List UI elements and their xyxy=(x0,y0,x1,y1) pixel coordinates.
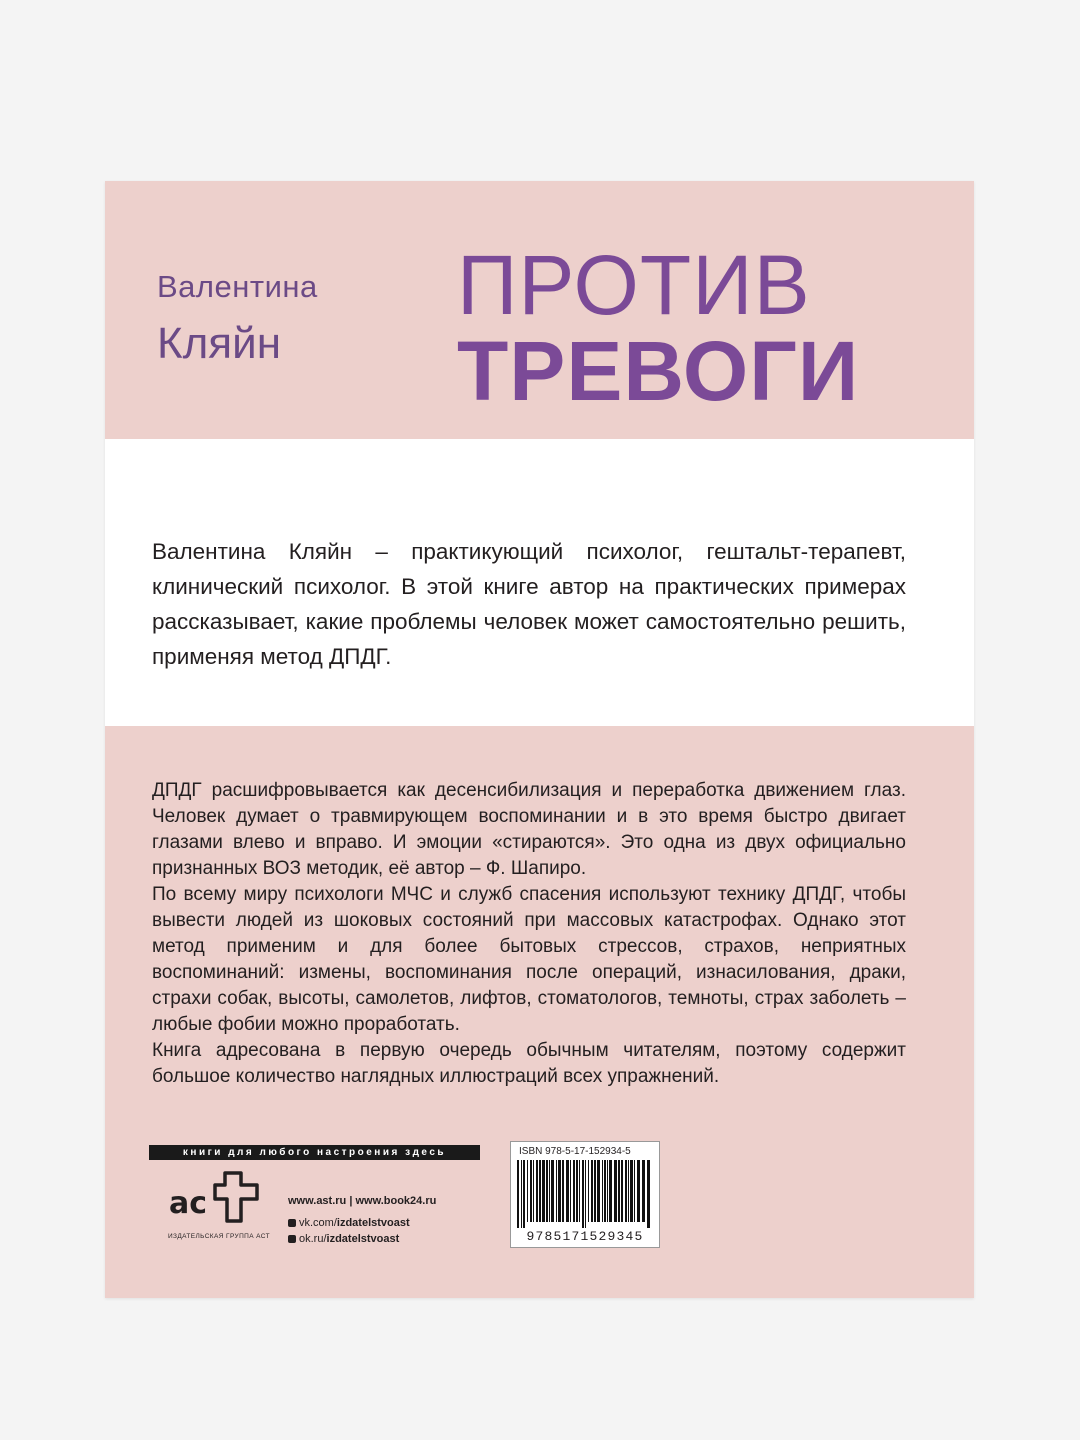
book-title-line1: ПРОТИВ xyxy=(457,238,811,332)
barcode-bar xyxy=(594,1160,596,1222)
barcode-bar xyxy=(562,1160,564,1222)
vk-link xyxy=(288,1215,436,1231)
barcode-bar xyxy=(630,1160,633,1222)
ok-prefix: ok.ru/ xyxy=(299,1233,327,1245)
barcode-bar xyxy=(551,1160,554,1222)
barcode-bar xyxy=(579,1160,580,1222)
ok-link xyxy=(288,1231,436,1247)
barcode-bar xyxy=(591,1160,593,1222)
website-links xyxy=(288,1193,436,1209)
barcode-bar xyxy=(566,1160,569,1222)
barcode-bar xyxy=(602,1160,603,1222)
ast-logo xyxy=(167,1169,277,1225)
book-back-cover xyxy=(105,181,974,1298)
barcode xyxy=(515,1160,655,1228)
description-paragraph-1: ДПДГ расшифровывается как десенсибилизация и переработка движением глаз. Человек думает о травмирующем воспоминании и в это время быстро двигает глазами влево и вправо. И эмоции «стираются». Это одна из двух официально признанных ВОЗ методик, её автор – Ф. Шапиро. xyxy=(152,780,906,879)
barcode-bar xyxy=(523,1160,525,1228)
barcode-bar xyxy=(588,1160,589,1222)
barcode-bar xyxy=(642,1160,645,1222)
description-text xyxy=(152,778,906,1090)
website-links-text: www.ast.ru | www.book24.ru xyxy=(288,1195,437,1207)
bio-band xyxy=(105,439,974,726)
barcode-bar xyxy=(558,1160,561,1222)
odnoklassniki-icon xyxy=(288,1235,296,1243)
vk-handle: izdatelstvoast xyxy=(336,1217,410,1229)
barcode-bar xyxy=(521,1160,522,1228)
barcode-bar xyxy=(549,1160,550,1222)
book-title-line2: ТРЕВОГИ xyxy=(457,324,860,418)
barcode-bar xyxy=(542,1160,545,1222)
author-bio: Валентина Кляйн – практикующий психолог, гештальт-терапевт, клинический психолог. В этой книге автор на практических примерах рассказывает, какие проблемы человек может самостоятельно решить, применяя метод ДПДГ. xyxy=(152,539,906,669)
barcode-bar xyxy=(637,1160,640,1222)
isbn-barcode-box xyxy=(510,1141,660,1248)
description-paragraph-3: Книга адресована в первую очередь обычным читателям, поэтому содержит большое количество наглядных иллюстраций всех упражнений. xyxy=(152,1040,906,1087)
description-paragraph-2: По всему миру психологи МЧС и служб спасения используют технику ДПДГ, чтобы вывести людей из шоковых состояний при массовых катастрофах. Однако этот метод применим и для более бытовых стрессов, страхов, неприятных воспоминаний: измены, воспоминания после операций, изнасилования, драки, страхи собак, высоты, самолетов, лифтов, стоматологов, темноты, страх заболеть – любые фобии можно проработать. xyxy=(152,884,906,1035)
barcode-bar xyxy=(582,1160,584,1228)
barcode-bar xyxy=(585,1160,586,1228)
publisher-links xyxy=(288,1193,436,1247)
barcode-bar xyxy=(625,1160,627,1222)
barcode-bar xyxy=(634,1160,635,1222)
header-section xyxy=(105,181,974,439)
barcode-bar xyxy=(647,1160,650,1228)
barcode-bar xyxy=(609,1160,612,1222)
barcode-bar xyxy=(556,1160,557,1222)
barcode-bar xyxy=(614,1160,617,1222)
barcode-bar xyxy=(628,1160,629,1222)
publisher-tagline: книги для любого настроения здесь xyxy=(149,1145,480,1160)
barcode-bar xyxy=(576,1160,578,1222)
barcode-bar xyxy=(621,1160,623,1222)
barcode-bar xyxy=(604,1160,606,1222)
vk-prefix: vk.com/ xyxy=(299,1217,337,1229)
logo-caption: ИЗДАТЕЛЬСКАЯ ГРУППА АСТ xyxy=(167,1233,270,1240)
barcode-bar xyxy=(533,1160,534,1222)
barcode-bar xyxy=(597,1160,600,1222)
barcode-number: 9785171529345 xyxy=(526,1229,644,1244)
isbn-label: ISBN 978-5-17-152934-5 xyxy=(519,1146,631,1157)
barcode-bar xyxy=(517,1160,519,1228)
barcode-bar xyxy=(539,1160,541,1222)
author-last-name: Кляйн xyxy=(157,319,282,368)
barcode-bar xyxy=(530,1160,532,1222)
author-first-name: Валентина xyxy=(157,269,318,304)
barcode-bar xyxy=(527,1160,528,1222)
barcode-bar xyxy=(573,1160,575,1222)
svg-text:ас: ас xyxy=(169,1186,208,1221)
ok-handle: izdatelstvoast xyxy=(326,1233,400,1245)
barcode-bar xyxy=(546,1160,548,1222)
barcode-bar xyxy=(536,1160,538,1222)
barcode-bar xyxy=(618,1160,620,1222)
barcode-bar xyxy=(607,1160,608,1222)
barcode-bar xyxy=(570,1160,571,1222)
vk-icon xyxy=(288,1219,296,1227)
